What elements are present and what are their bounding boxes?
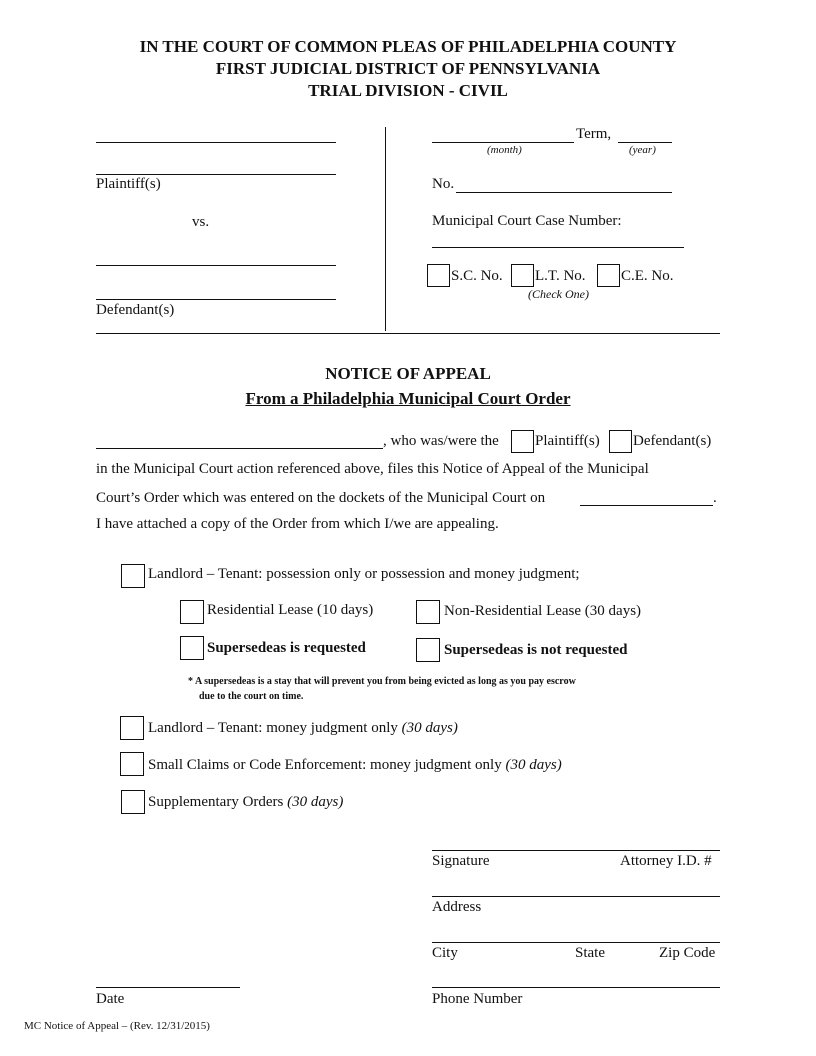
ce-checkbox[interactable] (597, 264, 620, 287)
plaintiff-name-line-1[interactable] (96, 142, 336, 143)
number-field[interactable] (456, 192, 672, 193)
supersedeas-requested-checkbox[interactable] (180, 636, 204, 660)
lt-money-label (148, 720, 458, 737)
notice-subtitle: From a Philadelphia Municipal Court Order (245, 389, 571, 408)
phone-number-label: Phone Number (432, 991, 523, 1007)
non-residential-lease-checkbox[interactable] (416, 600, 440, 624)
body-line-3: Court’s Order which was entered on the dockets of the Municipal Court on (96, 490, 546, 506)
appellant-name-field[interactable] (96, 448, 383, 449)
month-hint: (month) (487, 144, 522, 156)
city-label: City (432, 945, 458, 961)
lt-possession-label: Landlord – Tenant: possession only or possession and money judgment; (148, 566, 580, 582)
mc-case-number-label: Municipal Court Case Number: (432, 213, 622, 229)
court-title-line2: FIRST JUDICIAL DISTRICT OF PENNSYLVANIA (215, 59, 601, 78)
body-line-3-end: . (713, 490, 717, 506)
plaintiff-name-line-2[interactable] (96, 174, 336, 175)
lt-money-text: Landlord – Tenant: money judgment only (148, 720, 402, 736)
supplementary-text: Supplementary Orders (148, 794, 288, 810)
supersedeas-footnote-line1: * A supersedeas is a stay that will prevent you from being evicted as long as you pay escrow (188, 676, 576, 687)
supplementary-days: (30 days) (287, 794, 344, 810)
sc-checkbox[interactable] (427, 264, 450, 287)
lt-possession-checkbox[interactable] (121, 564, 145, 588)
address-field[interactable] (432, 896, 720, 897)
check-one-hint: (Check One) (528, 287, 589, 301)
lt-money-checkbox[interactable] (120, 716, 144, 740)
caption-divider (385, 127, 386, 331)
year-hint: (year) (629, 144, 656, 156)
docket-date-field[interactable] (580, 505, 713, 506)
defendants-option-label: Defendant(s) (633, 433, 712, 449)
plaintiffs-option-label: Plaintiff(s) (535, 433, 600, 449)
court-title-line1: IN THE COURT OF COMMON PLEAS OF PHILADELPHIA COUNTY (139, 37, 677, 56)
term-month-field[interactable] (432, 142, 574, 143)
address-label: Address (432, 899, 482, 915)
appellant-plaintiff-checkbox[interactable] (511, 430, 534, 453)
residential-lease-label: Residential Lease (10 days) (207, 602, 374, 618)
residential-lease-checkbox[interactable] (180, 600, 204, 624)
phone-number-field[interactable] (432, 987, 720, 988)
term-label: Term, (576, 126, 612, 142)
city-state-zip-field[interactable] (432, 942, 720, 943)
date-field[interactable] (96, 987, 240, 988)
lt-checkbox[interactable] (511, 264, 534, 287)
date-label: Date (96, 991, 125, 1007)
supersedeas-footnote-line2: due to the court on time. (199, 691, 304, 702)
supplementary-orders-label (148, 794, 343, 811)
supplementary-orders-checkbox[interactable] (121, 790, 145, 814)
supersedeas-not-requested-checkbox[interactable] (416, 638, 440, 662)
state-label: State (575, 945, 605, 961)
court-title-line3: TRIAL DIVISION - CIVIL (308, 81, 508, 100)
vs-label: vs. (192, 214, 210, 230)
small-claims-label (148, 757, 562, 774)
body-line-2: in the Municipal Court action referenced above, files this Notice of Appeal of the Municipal (96, 461, 649, 477)
lt-money-days: (30 days) (401, 720, 458, 736)
zip-code-label: Zip Code (659, 945, 716, 961)
caption-bottom-rule (96, 333, 720, 334)
lt-label: L.T. No. (535, 268, 586, 284)
attorney-id-label: Attorney I.D. # (620, 853, 712, 869)
appellant-defendant-checkbox[interactable] (609, 430, 632, 453)
small-claims-text: Small Claims or Code Enforcement: money judgment only (148, 757, 506, 773)
mc-case-number-field[interactable] (432, 247, 684, 248)
non-residential-lease-label: Non-Residential Lease (30 days) (444, 603, 642, 619)
who-was-text: , who was/were the (383, 433, 499, 449)
body-line-4: I have attached a copy of the Order from which I/we are appealing. (96, 516, 499, 532)
defendant-label: Defendant(s) (96, 302, 175, 318)
signature-label: Signature (432, 853, 490, 869)
number-label: No. (432, 176, 455, 192)
small-claims-checkbox[interactable] (120, 752, 144, 776)
defendant-name-line-2[interactable] (96, 299, 336, 300)
supersedeas-not-requested-label: Supersedeas is not requested (444, 642, 628, 658)
signature-field[interactable] (432, 850, 720, 851)
notice-title: NOTICE OF APPEAL (325, 364, 491, 383)
sc-label: S.C. No. (451, 268, 503, 284)
form-revision-footer: MC Notice of Appeal – (Rev. 12/31/2015) (24, 1020, 210, 1032)
supersedeas-requested-label: Supersedeas is requested (207, 640, 366, 656)
term-year-field[interactable] (618, 142, 672, 143)
ce-label: C.E. No. (621, 268, 674, 284)
plaintiff-label: Plaintiff(s) (96, 176, 161, 192)
defendant-name-line-1[interactable] (96, 265, 336, 266)
small-claims-days: (30 days) (505, 757, 562, 773)
